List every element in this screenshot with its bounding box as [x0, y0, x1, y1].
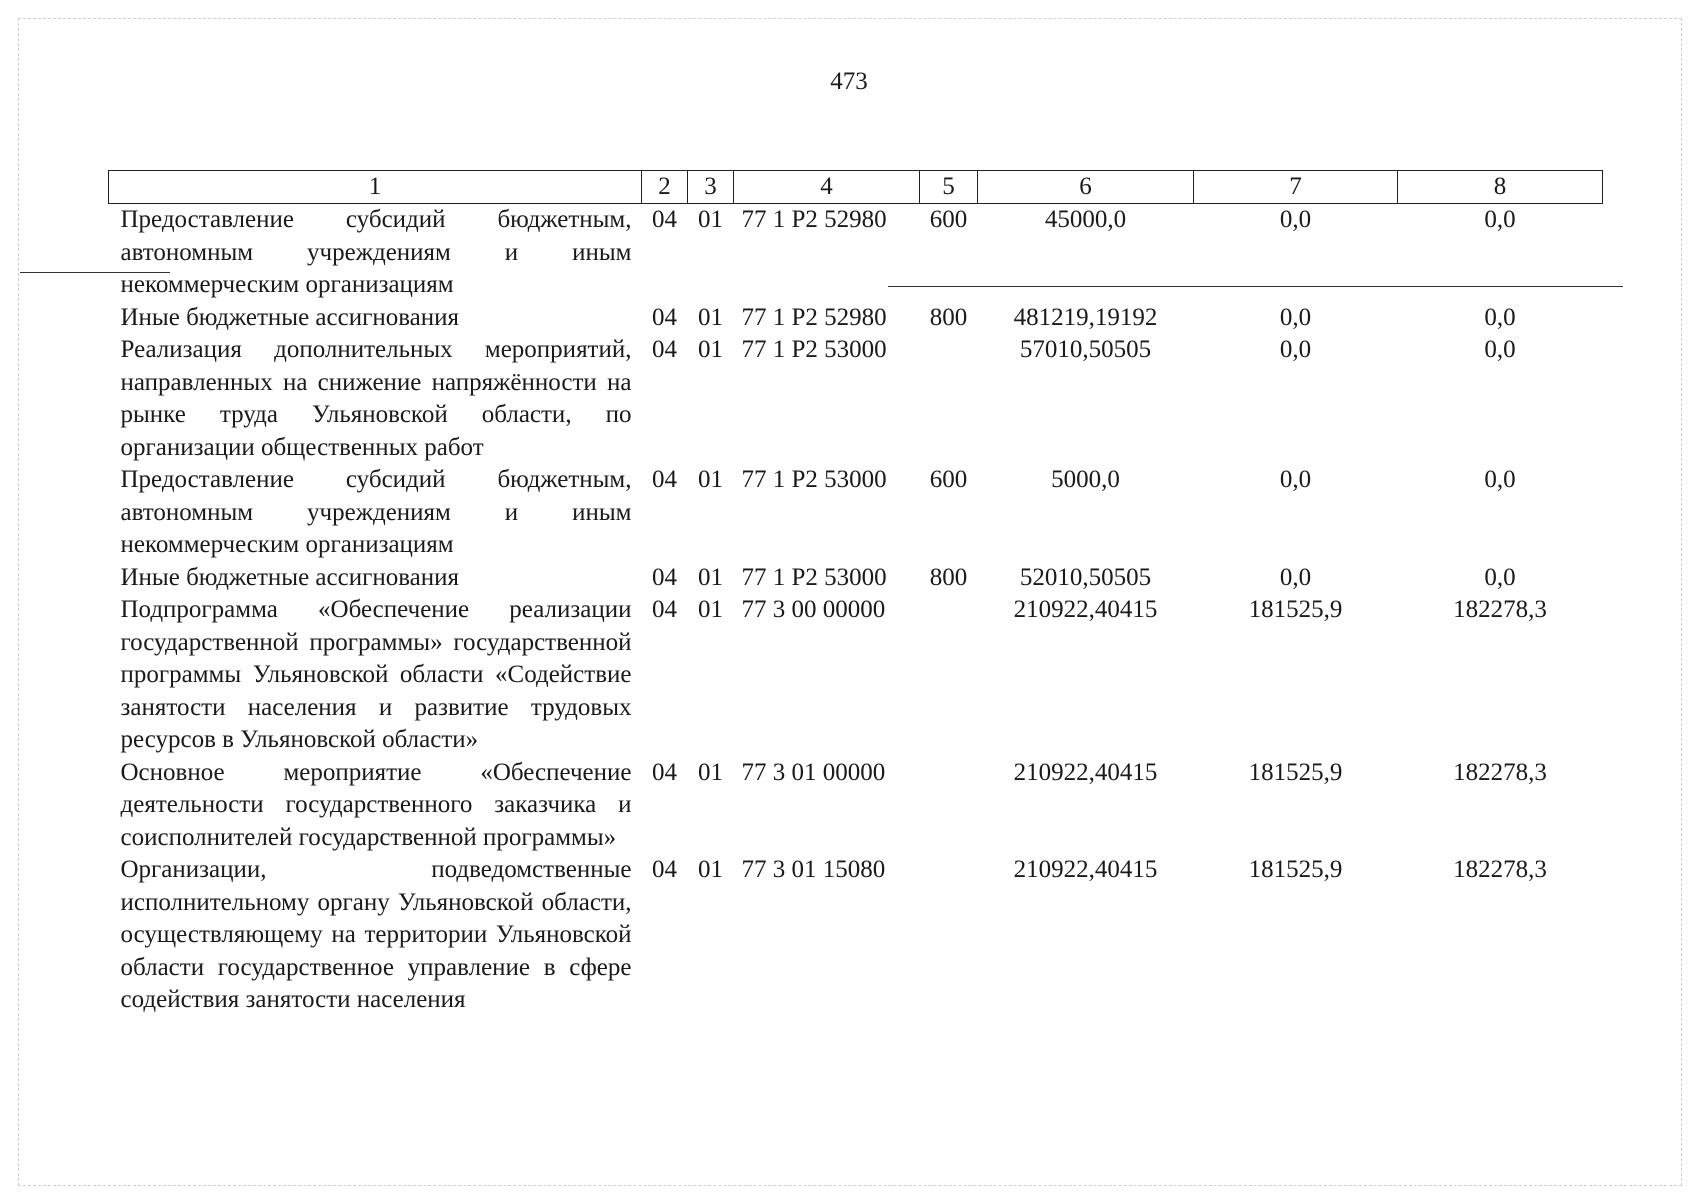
amount-col8: 182278,3 [1453, 758, 1547, 786]
expense-type-code [920, 334, 978, 464]
target-article-code: 77 3 01 15080 [741, 856, 886, 883]
amount-col8: 182278,3 [1453, 596, 1547, 623]
table-row [109, 334, 1603, 464]
subsection-code: 01 [698, 856, 723, 883]
table-header [109, 171, 1603, 204]
amount-col6: 210922,40415 [1013, 856, 1158, 883]
amount-col8: 0,0 [1484, 336, 1516, 363]
amount-col6: 52010,50505 [1019, 563, 1152, 591]
table-body [109, 204, 1603, 1017]
subsection-code: 01 [698, 206, 723, 233]
amount-col7: 0,0 [1279, 303, 1312, 331]
amount-col7: 0,0 [1279, 563, 1312, 591]
subsection-code: 01 [698, 758, 723, 786]
amount-col8: 0,0 [1484, 303, 1516, 331]
column-header-6: 6 [978, 171, 1194, 204]
amount-col6: 481219,19192 [1013, 303, 1158, 331]
column-header-3: 3 [688, 171, 734, 204]
subsection-code: 01 [698, 336, 723, 363]
section-code: 04 [652, 336, 677, 363]
table-row [109, 594, 1603, 757]
amount-col6: 45000,0 [1044, 206, 1127, 233]
target-article-code: 77 1 P2 52980 [741, 206, 887, 233]
amount-col6: 210922,40415 [1013, 758, 1158, 786]
expense-type-code [920, 854, 978, 1017]
target-article-code: 77 3 01 00000 [741, 758, 886, 786]
column-header-1: 1 [109, 171, 642, 204]
column-header-4: 4 [734, 171, 920, 204]
target-article-code: 77 1 P2 53000 [741, 336, 887, 363]
table-row [109, 302, 1603, 335]
subsection-code: 01 [698, 563, 723, 591]
subsection-code: 01 [698, 303, 723, 331]
target-article-code: 77 1 P2 52980 [741, 303, 887, 331]
amount-col8: 0,0 [1484, 563, 1516, 591]
row-name: Предоставление субсидий бюджетным, автономным учреждениям и иным некоммерческим организациям [120, 206, 632, 298]
row-name: Основное мероприятие «Обеспечение деятельности государственного заказчика и соисполнителей государственной программы» [120, 758, 632, 851]
amount-col8: 182278,3 [1453, 856, 1547, 883]
amount-col7: 181525,9 [1248, 596, 1343, 623]
subsection-code: 01 [698, 596, 723, 623]
expense-type-code: 600 [929, 206, 968, 233]
row-name: Реализация дополнительных мероприятий, направленных на снижение напряжённости на рынке труда Ульяновской области, по организации общественных работ [120, 336, 632, 461]
expense-type-code: 800 [929, 303, 968, 331]
section-code: 04 [652, 758, 677, 786]
expense-type-code: 800 [929, 563, 968, 591]
subsection-code: 01 [698, 466, 723, 493]
section-code: 04 [652, 563, 677, 591]
target-article-code: 77 1 P2 53000 [741, 466, 887, 493]
amount-col6: 57010,50505 [1019, 336, 1152, 363]
column-header-5: 5 [920, 171, 978, 204]
amount-col6: 5000,0 [1051, 466, 1120, 493]
amount-col6: 210922,40415 [1013, 596, 1158, 623]
budget-table [108, 170, 1603, 1017]
amount-col8: 0,0 [1484, 466, 1516, 493]
section-code: 04 [652, 466, 677, 493]
amount-col7: 0,0 [1279, 466, 1312, 493]
column-header-2: 2 [642, 171, 688, 204]
table-row [109, 204, 1603, 302]
table-row [109, 562, 1603, 595]
row-name: Иные бюджетные ассигнования [120, 303, 460, 331]
section-code: 04 [652, 596, 677, 623]
table-row [109, 757, 1603, 855]
row-name: Организации, подведомственные исполнительному органу Ульяновской области, осуществляющему на территории Ульяновской области государственное управление в сфере содействия занятости населения [120, 856, 632, 1013]
amount-col7: 181525,9 [1248, 856, 1343, 883]
table-row [109, 854, 1603, 1017]
page-number: 473 [830, 68, 868, 95]
target-article-code: 77 3 00 00000 [741, 596, 886, 623]
expense-type-code [920, 594, 978, 757]
section-code: 04 [652, 303, 677, 331]
amount-col7: 0,0 [1279, 336, 1312, 363]
column-header-8: 8 [1398, 171, 1603, 204]
target-article-code: 77 1 P2 53000 [741, 563, 887, 591]
amount-col7: 0,0 [1279, 206, 1312, 233]
row-name: Иные бюджетные ассигнования [120, 563, 460, 591]
expense-type-code: 600 [929, 466, 968, 493]
amount-col8: 0,0 [1484, 206, 1516, 233]
table-row [109, 464, 1603, 562]
header-row [109, 171, 1603, 204]
expense-type-code [920, 757, 978, 855]
row-name: Подпрограмма «Обеспечение реализации государственной программы» государственной программы Ульяновской области «Содействие занятости населения и развитие трудовых ресурсов в Ульяновской области» [120, 596, 632, 753]
section-code: 04 [652, 206, 677, 233]
amount-col7: 181525,9 [1248, 758, 1343, 786]
column-header-7: 7 [1194, 171, 1398, 204]
row-name: Предоставление субсидий бюджетным, автономным учреждениям и иным некоммерческим организациям [120, 466, 632, 558]
section-code: 04 [652, 856, 677, 883]
